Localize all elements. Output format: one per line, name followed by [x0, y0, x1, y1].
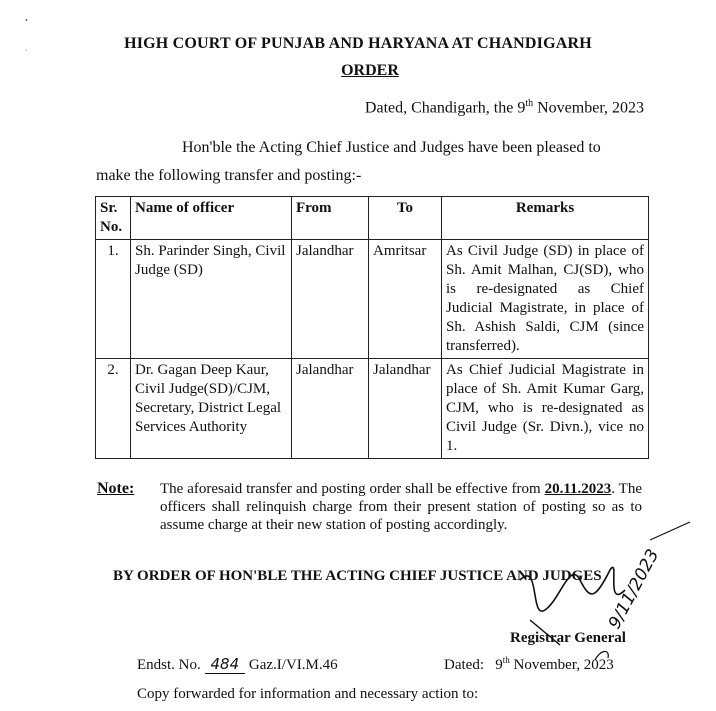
intro-line-2: make the following transfer and posting:- — [96, 167, 362, 184]
header-sr: Sr. No. — [96, 197, 131, 240]
cell-name: Sh. Parinder Singh, Civil Judge (SD) — [131, 240, 292, 359]
order-date: Dated, Chandigarh, the 9th November, 2023 — [364, 98, 644, 117]
cell-sr: 1. — [96, 240, 131, 359]
endorsement-number: Endst. No. 484 Gaz.I/VI.M.46 — [137, 655, 338, 673]
cell-name: Dr. Gagan Deep Kaur, Civil Judge(SD)/CJM, Secretary, District Legal Services Authority — [131, 359, 292, 459]
cell-to: Jalandhar — [369, 359, 442, 459]
note-label: Note: — [97, 480, 135, 497]
table-header-row — [96, 197, 649, 240]
header-name: Name of officer — [131, 197, 292, 240]
by-order-line: BY ORDER OF HON'BLE THE ACTING CHIEF JUSTICE AND JUDGES — [113, 568, 602, 584]
note-text: The aforesaid transfer and posting order shall be effective from 20.11.2023. The officers shall relinquish charge from their present station of posting so as to assume charge at their new station of posting accordingly. — [160, 481, 642, 533]
cell-remarks: As Civil Judge (SD) in place of Sh. Amit Malhan, CJ(SD), who is re-designated as Chief Judicial Magistrate, in place of Sh. Ashish Saldi, CJM (since transferred). — [442, 240, 649, 359]
scan-speck: · — [25, 46, 28, 55]
endst-handwritten-number: 484 — [205, 655, 246, 674]
cell-sr: 2. — [96, 359, 131, 459]
table-row — [96, 240, 649, 359]
cell-remarks: As Chief Judicial Magistrate in place of Sh. Amit Kumar Garg, CJM, who is re-designated as Civil Judge (Sr. Divn.), vice no 1. — [442, 359, 649, 459]
copy-forwarded-line: Copy forwarded for information and necessary action to: — [137, 686, 479, 702]
endorsement-date: Dated: 9th November, 2023 — [444, 655, 614, 673]
scan-speck: • — [25, 16, 28, 25]
cell-to: Amritsar — [369, 240, 442, 359]
registrar-title: Registrar General — [510, 630, 626, 646]
cell-from: Jalandhar — [292, 359, 369, 459]
header-to: To — [369, 197, 442, 240]
handwritten-signature — [500, 520, 710, 670]
header-from: From — [292, 197, 369, 240]
table-row — [96, 359, 649, 459]
effective-date: 20.11.2023 — [544, 481, 612, 497]
order-heading: ORDER — [341, 62, 399, 79]
header-remarks: Remarks — [442, 197, 649, 240]
signature-date: 9/11/2023 — [604, 545, 664, 633]
court-heading: HIGH COURT OF PUNJAB AND HARYANA AT CHANDIGARH — [124, 35, 592, 52]
intro-line-1: Hon'ble the Acting Chief Justice and Judges have been pleased to — [182, 139, 601, 156]
cell-from: Jalandhar — [292, 240, 369, 359]
transfer-table — [95, 196, 649, 459]
